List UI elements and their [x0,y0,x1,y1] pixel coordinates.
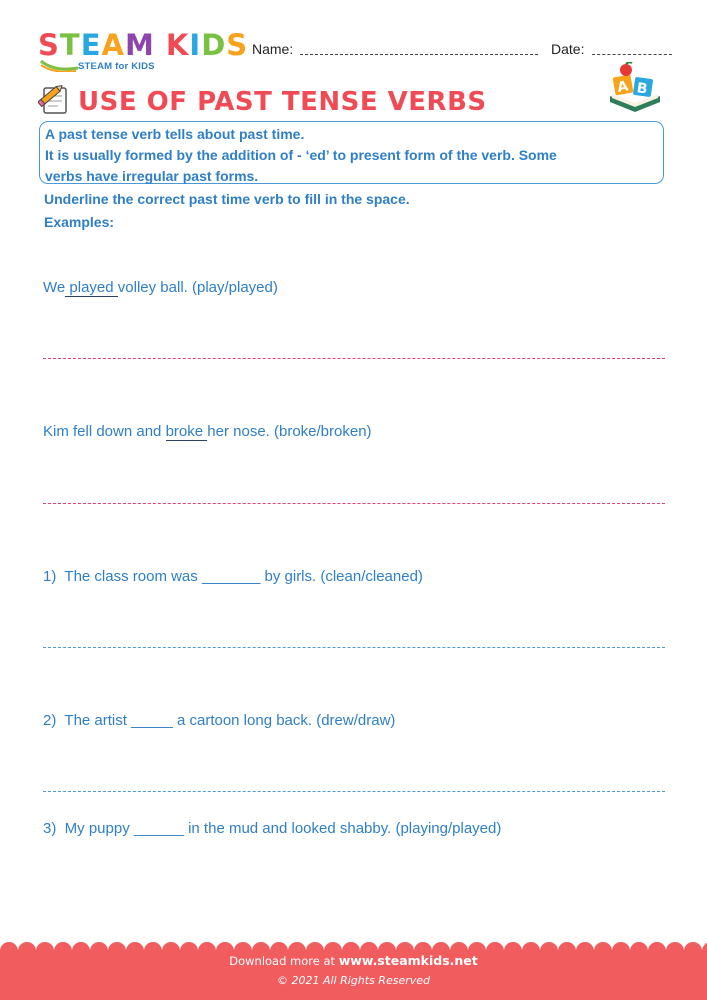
example-2-before: Kim fell down and [43,423,166,440]
logo-letter: M [124,28,155,62]
footer-download-prefix: Download more at [229,954,339,968]
logo-letter: I [189,28,202,62]
example-sentence-1 [43,279,278,297]
scallop-bump [504,942,522,952]
pencil-notepad-icon [38,82,72,116]
answer-line-2[interactable] [43,791,665,792]
logo-tagline: STEAM for KIDS [78,61,155,72]
scallop-bump [72,942,90,952]
example-sentence-2 [43,423,372,441]
logo-letter: A [101,28,125,62]
scallop-bump [378,942,396,952]
definition-line-3: verbs have irregular past forms. [45,168,259,184]
examples-heading: Examples: [44,214,115,230]
example-2-answer: broke [165,423,208,440]
logo-letter: E [80,28,102,62]
scallop-bump [288,942,306,952]
scallop-bump [162,942,180,952]
scallop-bump [306,942,324,952]
logo-letter: K [165,28,190,62]
instruction-text: Underline the correct past time verb to fill in the space. [44,191,410,207]
question-3: 3) My puppy ______ in the mud and looked shabby. (playing/played) [43,820,502,837]
scallop-bump [576,942,594,952]
scallop-bump [126,942,144,952]
scallop-bump [486,942,504,952]
scallop-bump [450,942,468,952]
footer-site-link[interactable]: www.steamkids.net [338,953,478,968]
date-field[interactable] [592,54,672,55]
scallop-bump [108,942,126,952]
name-label: Name: [252,41,294,57]
scallop-bump [648,942,666,952]
logo-letter: S [38,28,60,62]
scallop-bump [630,942,648,952]
logo-swoosh-icon [40,58,80,72]
scallop-bump [18,942,36,952]
footer-download [0,953,707,968]
scallop-bump [252,942,270,952]
scallop-bump [36,942,54,952]
definition-line-1: A past tense verb tells about past time. [45,126,305,142]
page-title: USE OF PAST TENSE VERBS [78,87,487,117]
scallop-bump [234,942,252,952]
scallop-bump [216,942,234,952]
scallop-bump [54,942,72,952]
scallop-bump [396,942,414,952]
definition-box [39,121,664,184]
answer-line-example-2 [43,503,665,504]
scallop-bump [0,942,18,952]
footer [0,950,707,1000]
logo-wordmark [38,28,249,62]
example-1-before: We [43,279,66,296]
scallop-bump [144,942,162,952]
example-1-answer: played [65,279,118,296]
steam-kids-logo [38,28,249,72]
question-1: 1) The class room was _______ by girls. (clean/cleaned) [43,568,423,585]
scallop-bump [342,942,360,952]
logo-letter: D [201,28,227,62]
answer-line-1[interactable] [43,647,665,648]
scallop-bump [684,942,702,952]
scallop-bump [540,942,558,952]
scallop-bump [666,942,684,952]
logo-letter: S [226,28,249,62]
example-1-after: volley ball. (play/played) [117,279,278,296]
svg-text:B: B [635,80,649,98]
answer-line-example-1 [43,358,665,359]
scallop-bump [414,942,432,952]
definition-line-2: It is usually formed by the addition of - ‘ed’ to present form of the verb. Some [45,147,557,163]
example-2-after: her nose. (broke/broken) [207,423,372,440]
scallop-bump [594,942,612,952]
svg-text:A: A [616,78,630,96]
logo-letter [155,30,166,60]
scallop-bump [198,942,216,952]
footer-scallop-border [0,940,707,952]
scallop-bump [90,942,108,952]
logo-letter: T [59,28,81,62]
abc-book-icon [606,62,664,112]
date-label: Date: [551,41,585,57]
scallop-bump [180,942,198,952]
scallop-bump [360,942,378,952]
footer-copyright: © 2021 All Rights Reserved [276,974,430,987]
name-field[interactable] [300,54,538,55]
scallop-bump [432,942,450,952]
question-2: 2) The artist _____ a cartoon long back. (drew/draw) [43,712,396,729]
scallop-bump [522,942,540,952]
scallop-bump [270,942,288,952]
scallop-bump [468,942,486,952]
scallop-bump [558,942,576,952]
scallop-bump [324,942,342,952]
scallop-bump [612,942,630,952]
scallop-bump [702,942,707,952]
